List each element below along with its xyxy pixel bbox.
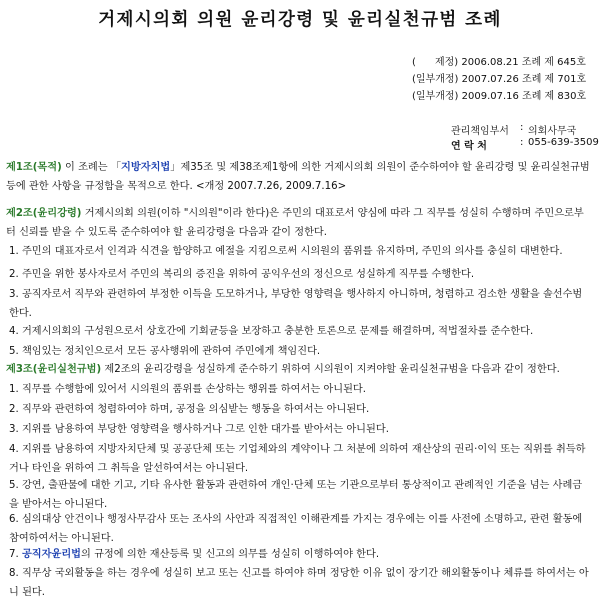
local-autonomy-act-link[interactable]: 지방자치법: [121, 162, 171, 173]
article-3-item-5: 5. 강연, 출판물에 대한 기고, 기타 유사한 활동과 관련하여 개인·단체 또는 기관으로부터 통상적이고 관례적인 기준을 넘는 사례금을 받아서는 아니된다.: [9, 480, 583, 510]
article-3-item-7-num: 7.: [9, 549, 22, 560]
amendment-revised-2: (일부개정) 2009.07.16 조례 제 830호: [412, 91, 587, 102]
phone-value: 055-639-3509: [528, 137, 599, 148]
article-2: [6, 205, 590, 242]
article-2-heading: 제2조(윤리강령): [6, 208, 82, 219]
phone-sep: :: [520, 137, 524, 148]
public-official-ethics-act-link[interactable]: 공직자윤리법: [21, 549, 82, 560]
amendment-enacted: ( 제정) 2006.08.21 조례 제 645호: [412, 57, 586, 68]
article-1-text-pre: 이 조례는 「: [61, 162, 122, 173]
article-3-item-4: 4. 지위를 남용하여 지방자치단체 및 공공단체 또는 기업체와의 계약이나 그 처분에 의하여 재산상의 권리·이익 또는 직위를 취득하거나 타인을 위하여 그 취득을 알선하여서는 아니된다.: [9, 444, 586, 474]
article-2-item-5: 5. 책임있는 정치인으로서 모든 공사행위에 관하여 주민에게 책임진다.: [9, 346, 321, 357]
article-2-item-2: 2. 주민을 위한 봉사자로서 주민의 복리의 증진을 위하여 공익우선의 정신으로 성실하게 직무를 수행한다.: [9, 269, 475, 280]
article-3-item-2: 2. 직무와 관련하여 청렴하여야 하며, 공정을 의심받는 행동을 하여서는 아니된다.: [9, 404, 370, 415]
article-3: [6, 361, 590, 380]
dept-value: 의회사무국: [528, 126, 577, 137]
article-3-text: 제2조의 윤리강령을 성실하게 준수하기 위하여 시의원이 지켜야할 윤리실천규범을 다음과 같이 정한다.: [101, 364, 560, 375]
phone-label: 연 락 처: [451, 141, 487, 152]
article-3-item-6: 6. 심의대상 안건이나 행정사무감사 또는 조사의 사안과 직접적인 이해관계를 가지는 경우에는 이를 사전에 소명하고, 관련 활동에 참여하여서는 아니된다.: [9, 514, 583, 544]
article-2-item-1: 1. 주민의 대표자로서 인격과 식견을 함양하고 예절을 지킴으로써 시의원의 품위를 유지하며, 주민의 의사를 충실히 대변한다.: [9, 246, 563, 257]
article-2-text: 거제시의회 의원(이하 "시의원"이라 한다)은 주민의 대표로서 양심에 따라 그 직무를 성실히 수행하며 주민으로부터 신뢰를 받을 수 있도록 준수하여야 할 윤리강령을 다음과 같이 정한다.: [6, 208, 584, 238]
amendment-revised-1: (일부개정) 2007.07.26 조례 제 701호: [412, 74, 587, 85]
dept-label: 관리책임부서: [451, 126, 509, 137]
article-3-item-1: 1. 직무를 수행함에 있어서 시의원의 품위를 손상하는 행위를 하여서는 아니된다.: [9, 384, 367, 395]
article-3-item-7: [9, 546, 589, 565]
dept-sep: :: [520, 122, 524, 133]
document-title: 거제시의회 의원 윤리강령 및 윤리실천규범 조례: [98, 10, 502, 30]
article-3-heading: 제3조(윤리실천규범): [6, 364, 102, 375]
article-1-text-post: 」제35조 및 제38조제1항에 의한 거제시의회 의원이 준수하여야 할 윤리강령 및 윤리실천규범 등에 관한 사항을 규정함을 목적으로 한다. <개정 2007.7.26, 2009.7.16>: [6, 162, 590, 192]
article-3-item-8: 8. 직무상 국외활동을 하는 경우에 성실히 보고 또는 신고를 하여야 하며 정당한 이유 없이 장기간 해외활동이나 체류를 하여서는 아니 된다.: [9, 568, 589, 598]
article-3-item-7-text: 의 규정에 의한 재산등록 및 신고의 의무를 성실히 이행하여야 한다.: [81, 549, 380, 560]
article-3-item-3: 3. 지위를 남용하여 부당한 영향력을 행사하거나 그로 인한 대가를 받아서는 아니된다.: [9, 424, 389, 435]
article-2-item-3: 3. 공직자로서 직무와 관련하여 부정한 이득을 도모하거나, 부당한 영향력을 행사하지 아니하며, 청렴하고 검소한 생활을 솔선수범한다.: [9, 289, 583, 319]
article-1: [6, 159, 590, 196]
article-1-heading: 제1조(목적): [6, 162, 62, 173]
article-2-item-4: 4. 거제시의회의 구성원으로서 상호간에 기회균등을 보장하고 충분한 토론으로 문제를 해결하며, 적법절차를 준수한다.: [9, 326, 534, 337]
